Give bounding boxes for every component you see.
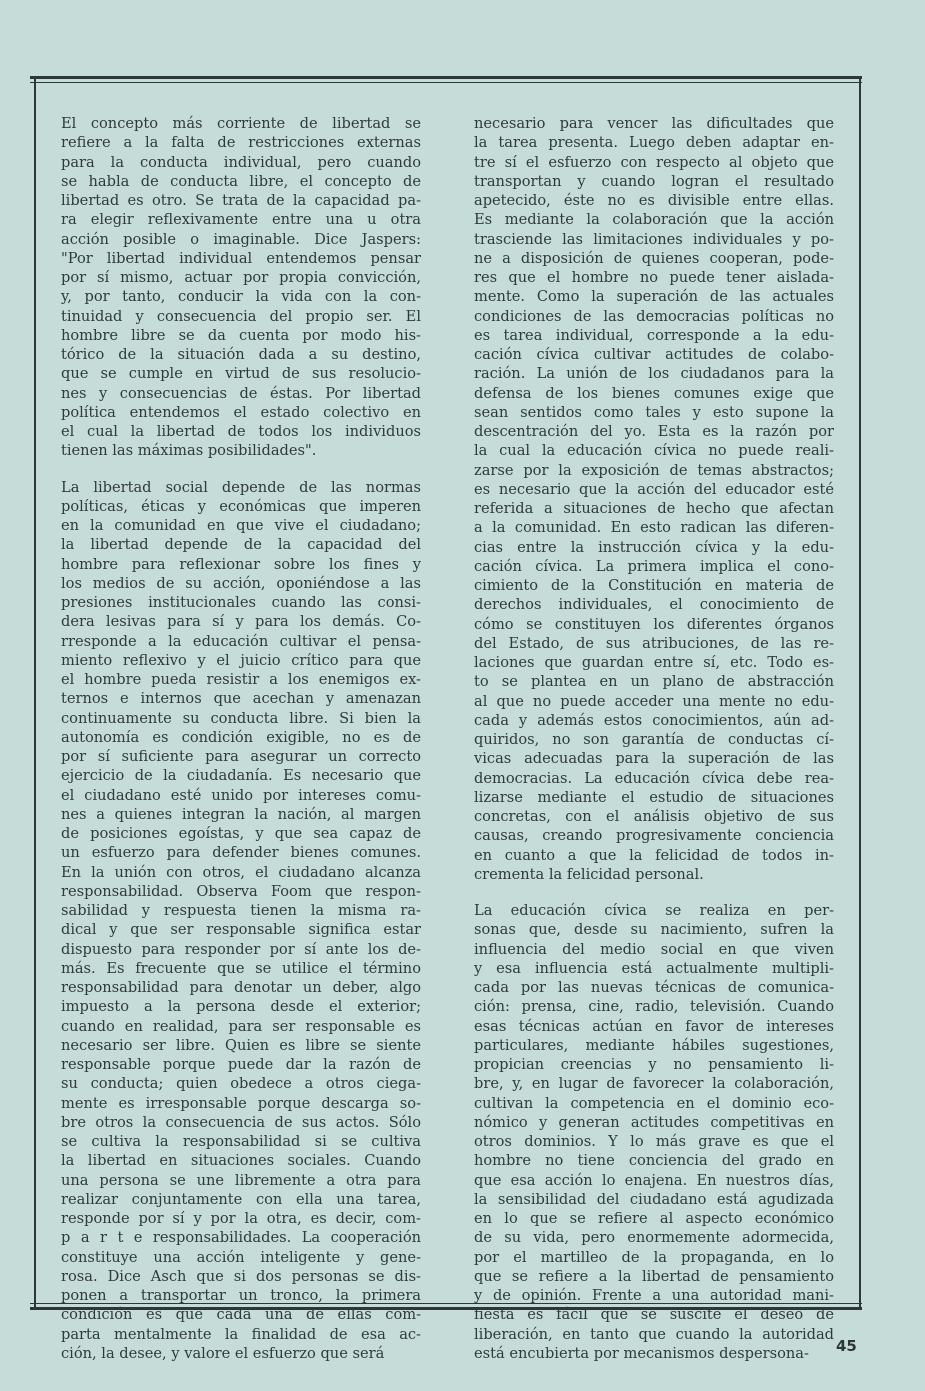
text-line: cuando en realidad, para ser responsable es — [61, 1017, 421, 1035]
paragraph — [474, 114, 834, 884]
text-line: nes y consecuencias de éstas. Por libertad — [61, 384, 421, 402]
text-line: res que el hombre no puede tener aislada- — [474, 269, 834, 286]
text-line: por el martilleo de la propaganda, en lo — [474, 1248, 834, 1266]
text-line: del Estado, de sus atribuciones, de las re- — [474, 634, 834, 652]
text-line: dical y que ser responsable significa estar — [61, 921, 421, 939]
text-line: impuesto a la persona desde el exterior; — [61, 998, 421, 1016]
text-line: por sí mismo, actuar por propia convicción, — [61, 269, 421, 286]
text-line: mente. Como la superación de las actuales — [474, 288, 834, 306]
frame-right-rule — [859, 76, 861, 1310]
text-line: responsable porque puede dar la razón de — [61, 1056, 421, 1073]
text-line: en cuanto a que la felicidad de todos in- — [474, 846, 834, 864]
text-line: presiones institucionales cuando las consi- — [61, 594, 421, 611]
text-line: cimiento de la Constitución en materia de — [474, 577, 834, 594]
text-line: hombre para reflexionar sobre los fines y — [61, 555, 421, 573]
text-line: tienen las máximas posibilidades". — [61, 442, 317, 460]
paragraph-gap — [61, 461, 421, 478]
text-line: responsabilidad. Observa Foom que respon- — [61, 882, 421, 900]
frame-left-rule — [34, 76, 36, 1310]
text-line: ción, la desee, y valore el esfuerzo que será — [61, 1344, 385, 1362]
text-line: condición es que cada una de ellas com- — [61, 1306, 421, 1324]
text-line: responsabilidad para denotar un deber, algo — [61, 979, 421, 996]
text-line: trasciende las limitaciones individuales y po- — [474, 230, 834, 248]
text-line: que esa acción lo enajena. En nuestros días, — [474, 1171, 834, 1189]
text-line: sabilidad y respuesta tienen la misma ra- — [61, 902, 421, 919]
text-line: la cual la educación cívica no puede reali- — [474, 442, 834, 460]
text-line: y de opinión. Frente a una autoridad mani- — [474, 1287, 834, 1304]
text-line: ración. La unión de los ciudadanos para la — [474, 365, 834, 383]
text-line: más. Es frecuente que se utilice el término — [61, 959, 421, 977]
text-line: para la conducta individual, pero cuando — [61, 153, 421, 171]
text-line: ra elegir reflexivamente entre una u otra — [61, 211, 421, 229]
text-line: laciones que guardan entre sí, etc. Todo es- — [474, 654, 834, 671]
text-line: cación cívica cultivar actitudes de colabo- — [474, 346, 834, 363]
text-line: "Por libertad individual entendemos pensar — [61, 249, 421, 267]
text-line: cación cívica. La primera implica el cono- — [474, 557, 834, 575]
text-line: otros dominios. Y lo más grave es que el — [474, 1133, 834, 1150]
text-line: los medios de su acción, oponiéndose a las — [61, 574, 421, 592]
text-line: ejercicio de la ciudadanía. Es necesario que — [61, 767, 421, 785]
text-line: necesario para vencer las dificultades que — [474, 115, 834, 132]
text-line: se habla de conducta libre, el concepto de — [61, 172, 421, 190]
text-line: defensa de los bienes comunes exige que — [474, 384, 834, 402]
text-line: responde por sí y por la otra, es decir, com- — [61, 1210, 421, 1227]
text-line: dispuesto para responder por sí ante los de- — [61, 940, 421, 958]
text-line: la sensibilidad del ciudadano está agudizada — [474, 1190, 834, 1208]
text-line: y, por tanto, conducir la vida con la con- — [61, 288, 421, 306]
text-line: concretas, con el análisis objetivo de sus — [474, 808, 834, 825]
text-line: un esfuerzo para defender bienes comunes. — [61, 844, 421, 862]
text-line: a la comunidad. En esto radican las diferen- — [474, 519, 834, 537]
text-line: autonomía es condición exigible, no es de — [61, 728, 421, 746]
text-line: to se plantea en un plano de abstracción — [474, 673, 834, 691]
text-line: y esa influencia está actualmente multipli- — [474, 959, 834, 977]
text-line: acción posible o imaginable. Dice Jaspers: — [61, 230, 421, 248]
text-line: cultivan la competencia en el dominio eco- — [474, 1094, 834, 1112]
text-line: apetecido, éste no es divisible entre ellas. — [474, 192, 834, 209]
text-line: tórico de la situación dada a su destino, — [61, 346, 421, 363]
frame-top-rule — [30, 76, 862, 79]
text-line: en la comunidad en que vive el ciudadano; — [61, 517, 421, 534]
text-line: Es mediante la colaboración que la acción — [474, 211, 834, 229]
paragraph — [61, 114, 421, 461]
text-line: particulares, mediante hábiles sugestiones, — [474, 1036, 834, 1054]
text-line: necesario ser libre. Quien es libre se siente — [61, 1036, 421, 1054]
text-line: condiciones de las democracias políticas no — [474, 307, 834, 325]
text-line: referida a situaciones de hecho que afectan — [474, 500, 834, 517]
text-line: miento reflexivo y el juicio crítico para que — [61, 651, 421, 669]
text-line: nómico y generan actitudes competitivas en — [474, 1113, 834, 1131]
text-line: política entendemos el estado colectivo en — [61, 403, 421, 421]
right-column — [474, 114, 834, 1363]
text-line: sonas que, desde su nacimiento, sufren la — [474, 921, 834, 939]
text-line: ponen a transportar un tronco, la primera — [61, 1287, 421, 1304]
text-line: libertad es otro. Se trata de la capacidad pa- — [61, 192, 421, 209]
paragraph — [61, 478, 421, 1364]
text-line: está encubierta por mecanismos despersona- — [474, 1344, 809, 1362]
text-line: hombre libre se da cuenta por modo his- — [61, 326, 421, 344]
text-line: La libertad social depende de las normas — [61, 478, 421, 496]
text-line: sean sentidos como tales y esto supone la — [474, 403, 834, 421]
text-line: descentración del yo. Esta es la razón por — [474, 423, 834, 440]
text-line: p a r t e responsabilidades. La cooperación — [61, 1229, 421, 1247]
frame-top-rule-thin — [30, 82, 862, 83]
text-line: ción: prensa, cine, radio, televisión. Cuando — [474, 998, 834, 1016]
text-line: El concepto más corriente de libertad se — [61, 115, 421, 132]
text-line: es tarea individual, corresponde a la edu- — [474, 326, 834, 344]
text-line: ne a disposición de quienes cooperan, pode- — [474, 249, 834, 267]
text-line: cada por las nuevas técnicas de comunica- — [474, 979, 834, 996]
text-line: parta mentalmente la finalidad de esa ac- — [61, 1325, 421, 1343]
text-line: el hombre pueda resistir a los enemigos ex- — [61, 671, 421, 688]
text-line: esas técnicas actúan en favor de intereses — [474, 1017, 834, 1035]
text-line: bre, y, en lugar de favorecer la colaboración, — [474, 1075, 834, 1093]
text-line: continuamente su conducta libre. Si bien la — [61, 709, 421, 727]
page-number: 45 — [836, 1337, 857, 1355]
text-line: liberación, en tanto que cuando la autoridad — [474, 1325, 834, 1343]
text-line: lizarse mediante el estudio de situaciones — [474, 788, 834, 806]
text-line: rosa. Dice Asch que si dos personas se dis- — [61, 1267, 421, 1285]
text-line: al que no puede acceder una mente no edu- — [474, 692, 834, 710]
text-line: constituye una acción inteligente y gene- — [61, 1248, 421, 1266]
text-line: influencia del medio social en que viven — [474, 940, 834, 958]
text-line: rresponde a la educación cultivar el pensa- — [61, 632, 421, 650]
text-line: crementa la felicidad personal. — [474, 865, 704, 883]
text-line: vicas adecuadas para la superación de las — [474, 750, 834, 768]
text-line: el cual la libertad de todos los individuos — [61, 423, 421, 440]
text-line: fiesta es fácil que se suscite el deseo de — [474, 1306, 834, 1324]
text-line: tinuidad y consecuencia del propio ser. El — [61, 307, 421, 325]
text-line: tre sí el esfuerzo con respecto al objeto que — [474, 153, 834, 171]
text-line: En la unión con otros, el ciudadano alcanza — [61, 863, 421, 881]
text-line: su conducta; quien obedece a otros ciega- — [61, 1075, 421, 1093]
text-line: transportan y cuando logran el resultado — [474, 172, 834, 190]
text-line: quiridos, no son garantía de conductas cí- — [474, 731, 834, 748]
text-line: propician creencias y no pensamiento li- — [474, 1056, 834, 1073]
text-line: que se cumple en virtud de sus resolucio- — [61, 365, 421, 383]
text-line: La educación cívica se realiza en per- — [474, 902, 834, 919]
text-line: cias entre la instrucción cívica y la edu- — [474, 538, 834, 556]
text-line: la tarea presenta. Luego deben adaptar en- — [474, 134, 834, 152]
text-line: se cultiva la responsabilidad si se cultiva — [61, 1133, 421, 1150]
text-line: derechos individuales, el conocimiento de — [474, 596, 834, 614]
text-line: zarse por la exposición de temas abstractos; — [474, 461, 834, 479]
left-column — [61, 114, 421, 1363]
text-line: cómo se constituyen los diferentes órganos — [474, 615, 834, 633]
text-line: mente es irresponsable porque descarga so- — [61, 1094, 421, 1112]
text-line: ternos e internos que acechan y amenazan — [61, 690, 421, 708]
text-line: de posiciones egoístas, y que sea capaz de — [61, 825, 421, 842]
text-line: la libertad en situaciones sociales. Cuando — [61, 1152, 421, 1170]
text-line: de su vida, pero enormemente adormecida, — [474, 1229, 834, 1247]
text-line: una persona se une libremente a otra para — [61, 1171, 421, 1189]
text-line: por sí suficiente para asegurar un correcto — [61, 748, 421, 765]
text-line: democracias. La educación cívica debe rea- — [474, 769, 834, 787]
text-line: es necesario que la acción del educador esté — [474, 480, 834, 498]
text-line: bre otros la consecuencia de sus actos. Sólo — [61, 1113, 421, 1131]
text-line: la libertad depende de la capacidad del — [61, 536, 421, 554]
paragraph — [474, 901, 834, 1363]
text-line: cada y además estos conocimientos, aún ad- — [474, 711, 834, 729]
text-line: en lo que se refiere al aspecto económico — [474, 1210, 834, 1227]
text-line: el ciudadano esté unido por intereses comu- — [61, 786, 421, 804]
text-line: causas, creando progresivamente conciencia — [474, 827, 834, 845]
text-line: dera lesivas para sí y para los demás. Co- — [61, 613, 421, 631]
text-line: políticas, éticas y económicas que imperen — [61, 497, 421, 515]
text-line: realizar conjuntamente con ella una tarea, — [61, 1190, 421, 1208]
text-line: nes a quienes integran la nación, al margen — [61, 805, 421, 823]
text-line: refiere a la falta de restricciones externas — [61, 134, 421, 152]
text-line: que se refiere a la libertad de pensamiento — [474, 1267, 834, 1285]
text-line: hombre no tiene conciencia del grado en — [474, 1152, 834, 1170]
paragraph-gap — [474, 884, 834, 901]
